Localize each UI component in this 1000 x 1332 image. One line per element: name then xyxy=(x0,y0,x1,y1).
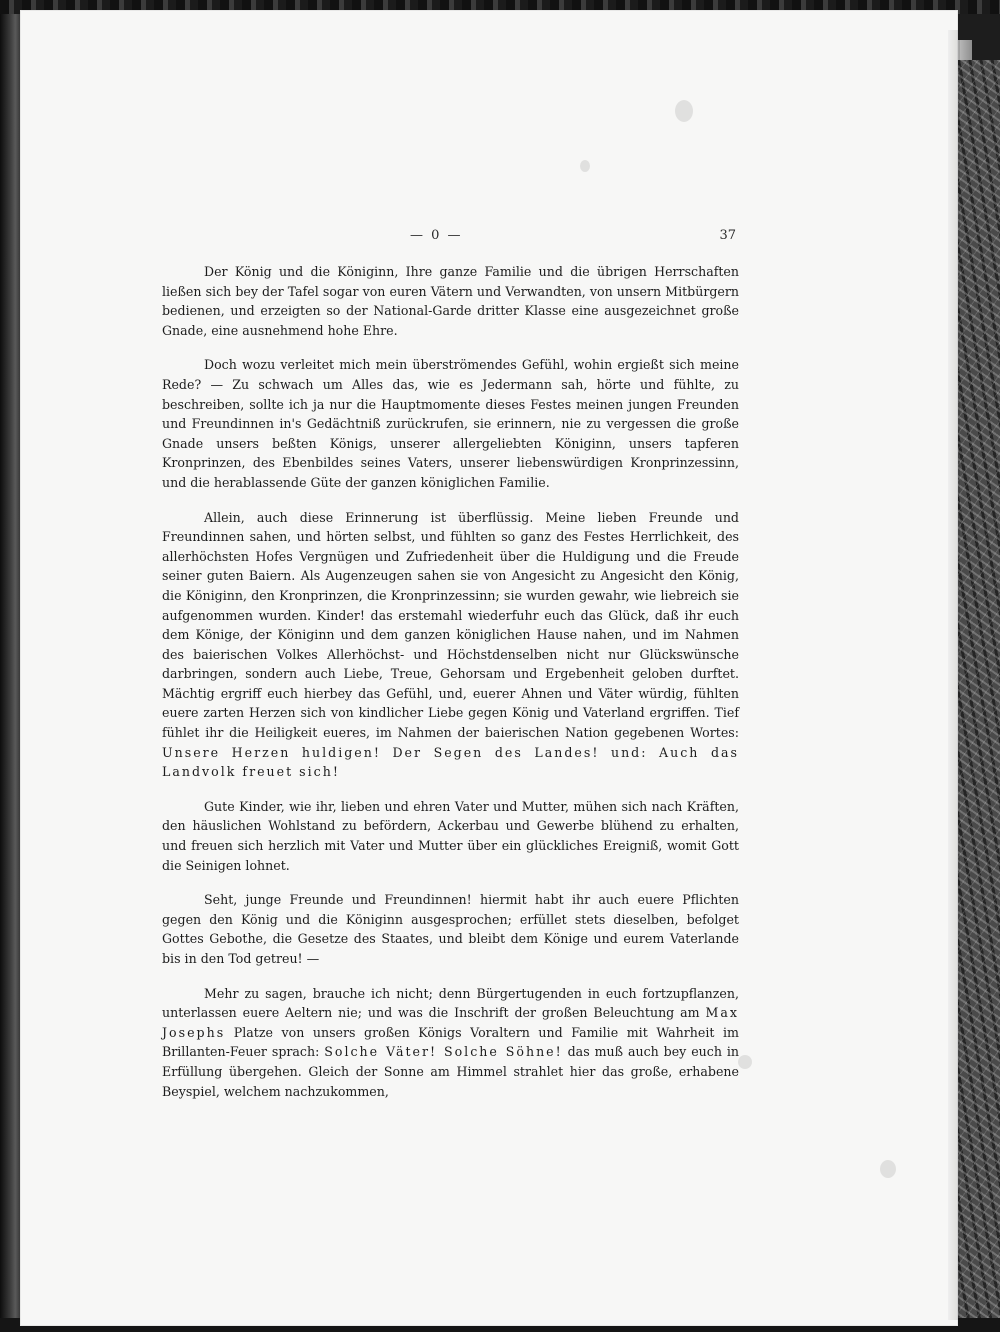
foxing-spot xyxy=(675,100,693,122)
paragraph: Der König und die Königinn, Ihre ganze Familie und die übrigen Herrschaften ließen sich bey der Tafel sogar von euren Vätern und Verwandten, von unsern Mitbürgern bedienen, und erzeigten so der National-Garde dritter Klasse eine ausgezeichnet große Gnade, eine ausnehmend hohe Ehre. xyxy=(162,264,739,338)
exclamation-text: Solche Väter! Solche Söhne! xyxy=(324,1044,563,1060)
foxing-spot xyxy=(880,1160,896,1178)
paragraph-text: Allein, auch diese Erinnerung ist überflüssig. Meine lieben Freunde und Freundinnen sahen, und hörten selbst, und fühlten so ganz des Festes Herrlichkeit, des allerhöchsten Hofes Vergnügen und Zufriedenheit über die Huldigung und die Freude seiner guten Baiern. Als Augenzeugen sahen sie von Angesicht zu Angesicht den König, die Königinn, den Kronprinzen, die Kronprinzessinn; sie wurden gewahr, wie liebreich sie aufgenommen wurden. Kinder! das erstemahl wiederfuhr euch das Glück, daß ihr euch dem Könige, der Königinn und dem ganzen königlichen Hause nahen, und im Nahmen des baierischen Volkes Allerhöchst- und Höchstdenselben nicht nur Glückswünsche darbringen, sondern auch Liebe, Treue, Gehorsam und Ergebenheit geloben durftet. Mächtig ergriff euch hierbey das Gefühl, und, euerer Ahnen und Väter würdig, fühlten euere zarten Herzen sich von kindlicher Liebe gegen König und Vaterland ergriffen. Tief fühlet ihr die Heiligkeit eueres, im Nahmen der baierischen Nation gegebenen Wortes: xyxy=(162,509,739,741)
page-number: 37 xyxy=(719,228,736,243)
paragraph-text: Mehr zu sagen, brauche ich nicht; denn Bürgertugenden in euch fortzupflanzen, unterlassen euere Aeltern nie; und was die Inschrift der großen Beleuchtung am xyxy=(162,985,739,1021)
paragraph: Gute Kinder, wie ihr, lieben und ehren Vater und Mutter, mühen sich nach Kräften, den häuslichen Wohlstand zu befördern, Ackerbau und Gewerbe blühend zu erhalten, und freuen sich herzlich mit Vater und Mutter über ein glückliches Ereigniß, womit Gott die Seinigen lohnet. xyxy=(162,798,739,873)
paragraph-text: Platze von unsers großen Königs Voraltern und Familie mit Wahrheit im Brillanten-Feuer sprach: xyxy=(162,1024,739,1060)
paragraph: Seht, junge Freunde und Freundinnen! hiermit habt ihr auch euere Pflichten gegen den König und die Königinn ausgesprochen; erfüllet stets dieselben, befolget Gottes Gebothe, die Gesetze des Staates, und bleibt dem Könige und eurem Vaterlande bis in den Tod getreu! — xyxy=(162,892,739,966)
header-marker: — 0 — xyxy=(410,228,463,243)
page-header xyxy=(382,228,762,248)
book-spine-edge xyxy=(0,0,22,1332)
body-text xyxy=(162,262,739,1116)
foxing-spot xyxy=(580,160,590,172)
place-name: Max Josephs xyxy=(162,1005,739,1040)
paragraph-text: das muß auch bey euch in Erfüllung übergehen. Gleich der Sonne am Himmel strahlet hier das große, erhabene Beyspiel, welchem nachzukommen, xyxy=(162,1044,739,1099)
motto-text: Unsere Herzen huldigen! Der Segen des Landes! und: Auch das Landvolk freuet sich! xyxy=(162,744,739,780)
marbled-cover xyxy=(958,60,1000,1332)
foxing-spot xyxy=(738,1055,752,1069)
paragraph: Doch wozu verleitet mich mein überströmendes Gefühl, wohin ergießt sich meine Rede? — Zu schwach um Alles das, wie es Jedermann sah, hörte und fühlte, zu beschreiben, sollte ich ja nur die Hauptmomente dieses Festes meinen jungen Freunden und Freundinnen in's Gedächtniß zurückrufen, sie erinnern, nie zu vergessen die große Gnade unsers beßten Königs, unserer allergeliebten Königinn, unsers tapferen Kronprinzen, des Ebenbildes seines Vaters, unserer liebenswürdigen Kronprinzessinn, und die herablassende Güte der ganzen königlichen Familie. xyxy=(162,357,739,490)
paragraph xyxy=(162,508,739,782)
page-shadow xyxy=(948,30,960,1320)
paragraph xyxy=(162,984,739,1102)
